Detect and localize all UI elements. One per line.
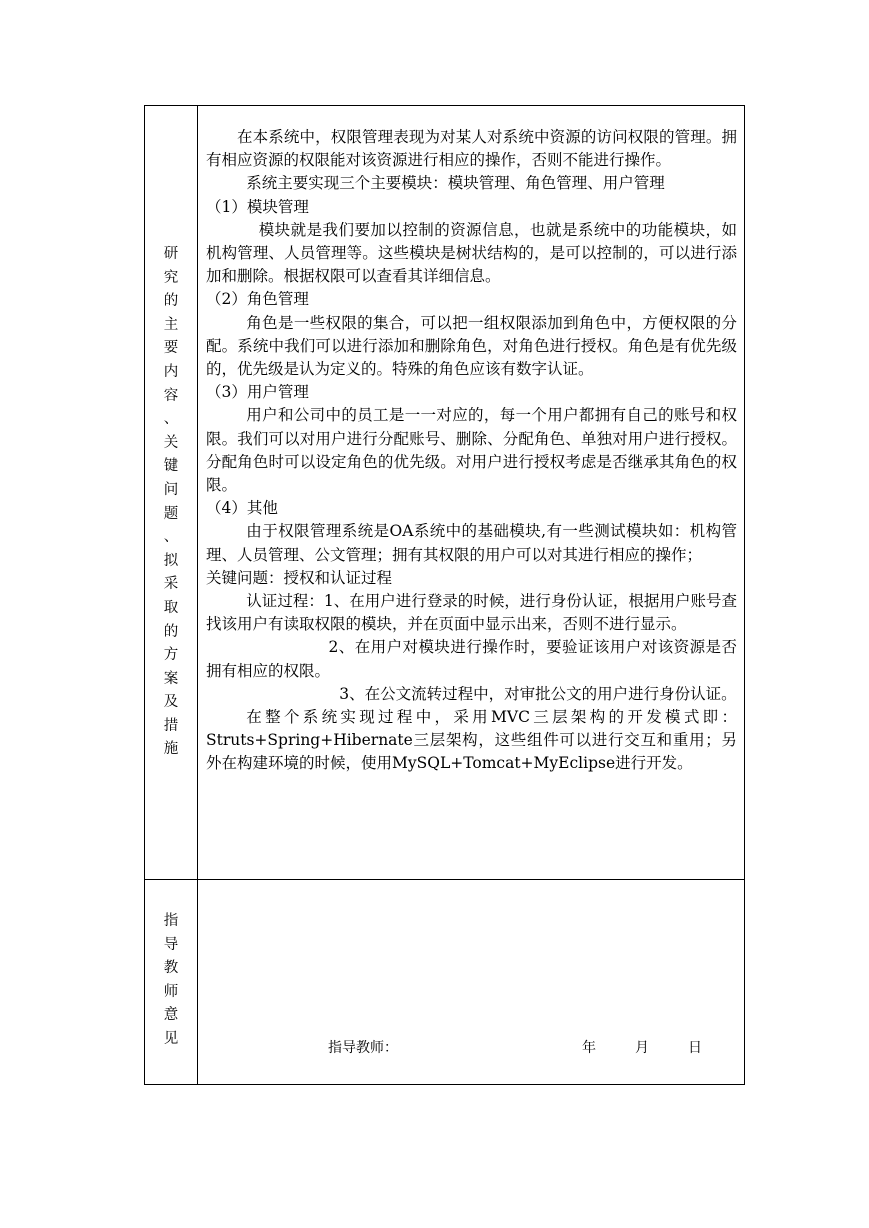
content-heading: （3）用户管理 [206,383,309,402]
label-char: 意 [163,1007,179,1024]
label-char: 案 [163,670,179,687]
label-char: 施 [163,741,179,758]
label-char: 研 [163,246,179,262]
label-char: 题 [163,505,179,522]
content-paragraph: 在整个系统实现过程中，采用MVC三层架构的开发模式即：Struts+Spring+Hibernate三层架构，这些组件可以进行交互和重用；另外在构建环境的时候，使用MySQL+Tomcat+MyEclipse进行开发。 [206,708,737,773]
label-char: 内 [163,363,179,380]
label-char: 关 [163,434,179,451]
label-char: 拟 [163,552,179,569]
label-char: 措 [163,717,179,734]
main-content-vertical-label [145,106,197,762]
label-char: 、 [163,411,179,428]
content-heading: （1）模块管理 [206,197,309,216]
content-heading: （4）其他 [206,499,278,518]
content-heading: 关键问题：授权和认证过程 [206,568,393,587]
advisor-opinion-vertical-label [145,880,197,1052]
label-char: 的 [163,293,179,310]
content-paragraph: 在本系统中，权限管理表现为对某人对系统中资源的访问权限的管理。拥有相应资源的权限能对该资源进行相应的操作，否则不能进行操作。 [206,128,737,170]
label-char: 导 [163,936,179,953]
label-char: 、 [163,529,179,546]
label-char: 容 [163,387,179,404]
date-year-label: 年 [582,1040,596,1056]
label-char: 要 [163,340,179,357]
advisor-signature-label: 指导教师： [328,1040,398,1056]
label-char: 键 [163,458,179,475]
main-content-label-cell [145,106,198,880]
main-content-body [198,106,744,776]
label-char: 教 [163,960,179,977]
date-month-label: 月 [635,1040,649,1056]
main-content-cell [198,106,745,880]
content-paragraph: 系统主要实现三个主要模块：模块管理、角色管理、用户管理 [246,174,665,193]
main-content-row [145,106,745,880]
label-char: 采 [163,576,179,593]
content-paragraph: 2、在用户对模块进行操作时，要验证该用户对该资源是否拥有相应的权限。 [206,638,737,680]
label-char: 的 [163,623,179,640]
content-paragraph: 3、在公文流转过程中，对审批公文的用户进行身份认证。 [339,684,737,703]
label-char: 究 [163,269,179,286]
content-paragraph: 认证过程：1、在用户进行登录的时候，进行身份认证，根据用户账号查找该用户有读取权限的模块，并在页面中显示出来，否则不进行显示。 [206,592,737,634]
content-paragraph: 用户和公司中的员工是一一对应的，每一个用户都拥有自己的账号和权限。我们可以对用户进行分配账号、删除、分配角色、单独对用户进行授权。分配角色时可以设定角色的优先级。对用户进行授权考虑是否继承其角色的权限。 [206,406,737,495]
label-char: 主 [163,316,179,333]
label-char: 师 [163,983,179,1000]
label-char: 方 [163,647,179,664]
date-day-label: 日 [688,1040,702,1056]
label-char: 及 [163,694,179,711]
content-paragraph: 由于权限管理系统是OA系统中的基础模块,有一些测试模块如：机构管理、人员管理、公文管理；拥有其权限的用户可以对其进行相应的操作； [206,522,737,564]
advisor-opinion-label-cell [145,880,198,1085]
content-paragraph: 模块就是我们要加以控制的资源信息，也就是系统中的功能模块，如机构管理、人员管理等。这些模块是树状结构的，是可以控制的，可以进行添加和删除。根据权限可以查看其详细信息。 [206,220,737,286]
advisor-opinion-row [145,880,745,1085]
label-char: 见 [163,1030,179,1047]
label-char: 指 [163,913,179,929]
proposal-form-table [144,105,745,1085]
advisor-opinion-cell[interactable] [198,880,745,1085]
label-char: 取 [163,599,179,616]
label-char: 问 [163,481,179,498]
content-paragraph: 角色是一些权限的集合，可以把一组权限添加到角色中，方便权限的分配。系统中我们可以进行添加和删除角色，对角色进行授权。角色是有优先级的，优先级是认为定义的。特殊的角色应该有数字认证。 [206,313,737,379]
content-heading: （2）角色管理 [206,290,309,309]
